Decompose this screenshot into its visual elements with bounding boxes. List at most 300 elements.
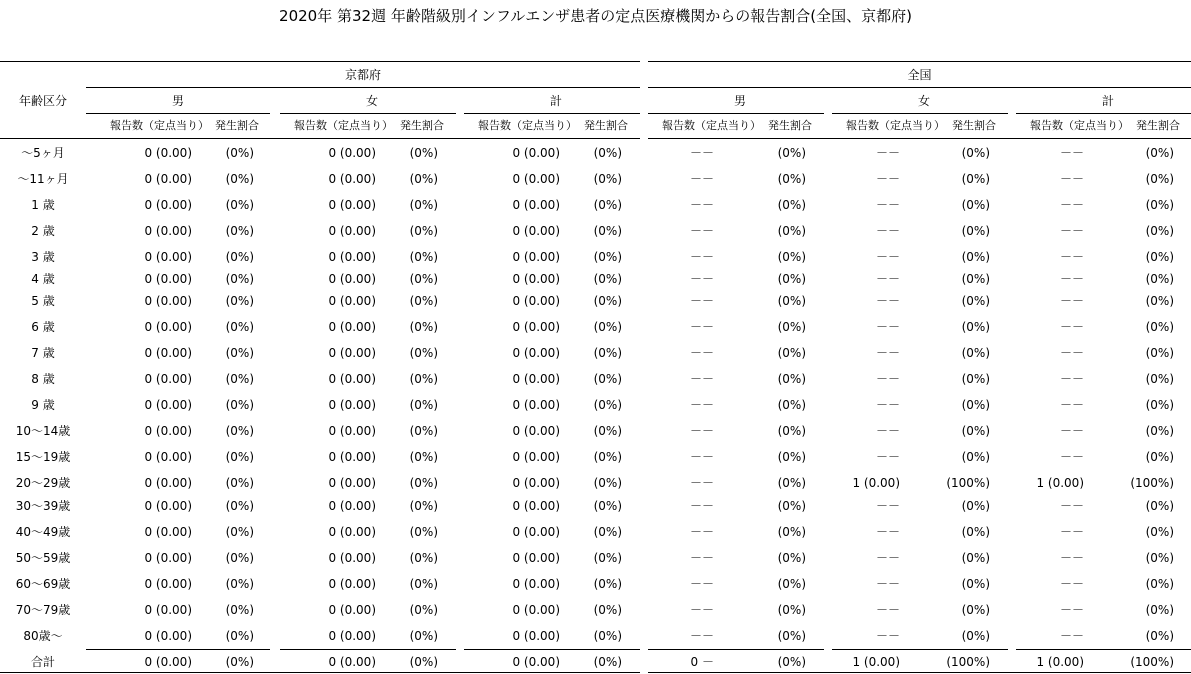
report-count: 0 (0.00) — [328, 172, 376, 186]
incidence-ratio: (0%) — [593, 372, 622, 386]
report-count: －－ — [689, 198, 714, 212]
sub-header-count: 報告数（定点当り） — [1030, 119, 1129, 132]
report-count: －－ — [689, 172, 714, 186]
report-count: 0 (0.00) — [328, 372, 376, 386]
report-count: －－ — [689, 294, 714, 308]
incidence-ratio: (0%) — [409, 629, 438, 643]
header-bottom-rule-right — [648, 138, 1191, 139]
incidence-ratio: (0%) — [777, 250, 806, 264]
incidence-ratio: (0%) — [225, 450, 254, 464]
group-header: 女 — [365, 94, 378, 108]
report-count: －－ — [1059, 146, 1084, 160]
incidence-ratio: (0%) — [409, 655, 438, 669]
incidence-ratio: (0%) — [961, 629, 990, 643]
incidence-ratio: (0%) — [225, 346, 254, 360]
incidence-ratio: (0%) — [409, 346, 438, 360]
report-count: 0 (0.00) — [328, 525, 376, 539]
report-count: －－ — [689, 424, 714, 438]
report-count: 0 － — [690, 655, 714, 669]
report-count: －－ — [1059, 372, 1084, 386]
report-count: －－ — [875, 146, 900, 160]
report-count: －－ — [1059, 424, 1084, 438]
incidence-ratio: (0%) — [777, 146, 806, 160]
age-label: 80歳〜 — [23, 629, 63, 643]
report-count: －－ — [1059, 450, 1084, 464]
group-header: 男 — [733, 94, 746, 108]
incidence-ratio: (0%) — [1145, 450, 1174, 464]
age-header: 年齢区分 — [18, 94, 67, 108]
group-rule-0 — [86, 113, 270, 114]
incidence-ratio: (0%) — [1145, 172, 1174, 186]
report-count: 0 (0.00) — [512, 224, 560, 238]
report-count: 0 (0.00) — [144, 272, 192, 286]
incidence-ratio: (0%) — [593, 655, 622, 669]
incidence-ratio: (0%) — [593, 476, 622, 490]
report-count: 0 (0.00) — [512, 551, 560, 565]
incidence-ratio: (0%) — [225, 577, 254, 591]
sub-header-ratio: 発生割合 — [768, 119, 812, 132]
report-count: －－ — [875, 346, 900, 360]
report-count: 0 (0.00) — [328, 146, 376, 160]
report-count: －－ — [875, 450, 900, 464]
group-rule-2 — [464, 113, 640, 114]
incidence-ratio: (0%) — [225, 224, 254, 238]
incidence-ratio: (0%) — [1145, 525, 1174, 539]
report-count: －－ — [689, 525, 714, 539]
incidence-ratio: (0%) — [225, 603, 254, 617]
incidence-ratio: (0%) — [777, 476, 806, 490]
report-count: 0 (0.00) — [328, 655, 376, 669]
report-count: 0 (0.00) — [144, 655, 192, 669]
report-count: 0 (0.00) — [328, 424, 376, 438]
report-count: 0 (0.00) — [144, 346, 192, 360]
report-count: －－ — [875, 551, 900, 565]
age-label: 4 歳 — [31, 272, 55, 286]
header-bottom-rule-left — [0, 138, 640, 139]
incidence-ratio: (0%) — [225, 198, 254, 212]
age-label: 50〜59歳 — [15, 551, 71, 565]
table-top-rule-right — [648, 61, 1191, 62]
incidence-ratio: (0%) — [225, 372, 254, 386]
incidence-ratio: (0%) — [593, 172, 622, 186]
report-count: －－ — [875, 398, 900, 412]
report-count: 0 (0.00) — [328, 603, 376, 617]
group-header: 計 — [549, 94, 562, 108]
report-count: －－ — [689, 346, 714, 360]
report-count: 0 (0.00) — [144, 146, 192, 160]
report-count: －－ — [1059, 499, 1084, 513]
incidence-ratio: (100%) — [946, 476, 990, 490]
incidence-ratio: (0%) — [1145, 294, 1174, 308]
report-count: 0 (0.00) — [328, 294, 376, 308]
report-count: 0 (0.00) — [328, 250, 376, 264]
incidence-ratio: (0%) — [593, 146, 622, 160]
incidence-ratio: (0%) — [961, 198, 990, 212]
report-count: －－ — [1059, 320, 1084, 334]
incidence-ratio: (0%) — [593, 224, 622, 238]
age-label: 1 歳 — [31, 198, 55, 212]
report-count: 0 (0.00) — [328, 577, 376, 591]
incidence-ratio: (0%) — [593, 294, 622, 308]
incidence-ratio: (0%) — [961, 224, 990, 238]
age-label: 20〜29歳 — [15, 476, 71, 490]
incidence-ratio: (0%) — [409, 224, 438, 238]
sub-header-ratio: 発生割合 — [215, 119, 259, 132]
incidence-ratio: (0%) — [961, 551, 990, 565]
incidence-ratio: (0%) — [593, 272, 622, 286]
report-count: －－ — [689, 250, 714, 264]
age-label: 2 歳 — [31, 224, 55, 238]
age-label: 合計 — [30, 655, 55, 669]
incidence-ratio: (0%) — [1145, 198, 1174, 212]
incidence-ratio: (0%) — [1145, 551, 1174, 565]
page-title: 2020年 第32週 年齢階級別インフルエンザ患者の定点医療機関からの報告割合(全国、京都府) — [279, 7, 912, 25]
incidence-ratio: (0%) — [1145, 499, 1174, 513]
report-count: 0 (0.00) — [144, 525, 192, 539]
group-header: 計 — [1101, 94, 1114, 108]
report-count: 0 (0.00) — [328, 198, 376, 212]
report-count: 0 (0.00) — [144, 372, 192, 386]
sub-header-ratio: 発生割合 — [1136, 119, 1180, 132]
report-count: －－ — [875, 198, 900, 212]
incidence-ratio: (0%) — [409, 372, 438, 386]
report-count: 0 (0.00) — [328, 272, 376, 286]
report-count: 0 (0.00) — [144, 320, 192, 334]
incidence-ratio: (0%) — [593, 250, 622, 264]
report-count: －－ — [875, 272, 900, 286]
incidence-ratio: (0%) — [225, 250, 254, 264]
group-rule-3 — [648, 113, 824, 114]
report-count: －－ — [1059, 603, 1084, 617]
incidence-ratio: (0%) — [777, 525, 806, 539]
incidence-ratio: (0%) — [961, 320, 990, 334]
report-count: 0 (0.00) — [512, 272, 560, 286]
incidence-ratio: (0%) — [961, 424, 990, 438]
group-rule-4 — [832, 113, 1008, 114]
report-count: 0 (0.00) — [512, 577, 560, 591]
age-label: 40〜49歳 — [15, 525, 71, 539]
incidence-ratio: (0%) — [225, 398, 254, 412]
report-count: －－ — [1059, 577, 1084, 591]
incidence-ratio: (0%) — [1145, 224, 1174, 238]
incidence-ratio: (0%) — [593, 551, 622, 565]
incidence-ratio: (0%) — [961, 372, 990, 386]
report-count: 0 (0.00) — [512, 450, 560, 464]
incidence-ratio: (0%) — [777, 424, 806, 438]
incidence-ratio: (0%) — [777, 551, 806, 565]
report-count: 0 (0.00) — [512, 294, 560, 308]
report-count: 0 (0.00) — [512, 346, 560, 360]
incidence-ratio: (0%) — [225, 272, 254, 286]
sub-header-count: 報告数（定点当り） — [110, 119, 209, 132]
incidence-ratio: (100%) — [946, 655, 990, 669]
table-bottom-rule-right — [648, 672, 1191, 673]
report-count: 0 (0.00) — [512, 603, 560, 617]
report-count: －－ — [1059, 250, 1084, 264]
report-count: －－ — [1059, 272, 1084, 286]
age-label: 15〜19歳 — [15, 450, 71, 464]
incidence-ratio: (0%) — [225, 551, 254, 565]
incidence-ratio: (0%) — [777, 577, 806, 591]
age-label: 9 歳 — [31, 398, 55, 412]
report-count: 0 (0.00) — [328, 320, 376, 334]
report-count: 0 (0.00) — [144, 499, 192, 513]
report-count: 0 (0.00) — [144, 577, 192, 591]
incidence-ratio: (0%) — [593, 603, 622, 617]
report-count: －－ — [1059, 198, 1084, 212]
group-rule-5 — [1016, 113, 1191, 114]
report-count: －－ — [875, 577, 900, 591]
report-count: 0 (0.00) — [512, 476, 560, 490]
incidence-ratio: (0%) — [777, 499, 806, 513]
report-count: 0 (0.00) — [512, 499, 560, 513]
report-count: 0 (0.00) — [144, 172, 192, 186]
incidence-ratio: (0%) — [593, 450, 622, 464]
report-count: 0 (0.00) — [144, 476, 192, 490]
report-count: －－ — [1059, 525, 1084, 539]
incidence-ratio: (0%) — [1145, 250, 1174, 264]
age-label: 7 歳 — [31, 346, 55, 360]
report-count: 0 (0.00) — [512, 655, 560, 669]
report-count: －－ — [689, 398, 714, 412]
incidence-ratio: (0%) — [225, 320, 254, 334]
report-count: －－ — [1059, 346, 1084, 360]
report-count: －－ — [1059, 224, 1084, 238]
incidence-ratio: (0%) — [225, 525, 254, 539]
region-rule-right — [648, 87, 1191, 88]
incidence-ratio: (0%) — [777, 450, 806, 464]
report-count: 0 (0.00) — [512, 372, 560, 386]
incidence-ratio: (0%) — [777, 294, 806, 308]
report-count: －－ — [1059, 172, 1084, 186]
incidence-ratio: (0%) — [225, 294, 254, 308]
report-count: －－ — [689, 450, 714, 464]
incidence-ratio: (0%) — [409, 551, 438, 565]
report-count: －－ — [875, 525, 900, 539]
incidence-ratio: (0%) — [593, 577, 622, 591]
incidence-ratio: (0%) — [225, 146, 254, 160]
age-label: 3 歳 — [31, 250, 55, 264]
report-count: －－ — [689, 603, 714, 617]
report-count: －－ — [875, 224, 900, 238]
region-header: 全国 — [907, 68, 932, 82]
incidence-ratio: (0%) — [409, 398, 438, 412]
age-label: 〜5ヶ月 — [21, 146, 65, 160]
incidence-ratio: (0%) — [409, 450, 438, 464]
incidence-ratio: (0%) — [961, 603, 990, 617]
incidence-ratio: (0%) — [777, 372, 806, 386]
incidence-ratio: (0%) — [777, 172, 806, 186]
report-count: －－ — [875, 629, 900, 643]
incidence-ratio: (0%) — [1145, 346, 1174, 360]
report-count: 0 (0.00) — [512, 398, 560, 412]
report-count: －－ — [875, 294, 900, 308]
incidence-ratio: (0%) — [961, 294, 990, 308]
incidence-ratio: (0%) — [409, 146, 438, 160]
report-count: －－ — [1059, 294, 1084, 308]
incidence-ratio: (0%) — [777, 629, 806, 643]
incidence-ratio: (0%) — [593, 320, 622, 334]
report-count: －－ — [689, 372, 714, 386]
sub-header-count: 報告数（定点当り） — [294, 119, 393, 132]
report-count: －－ — [1059, 398, 1084, 412]
incidence-ratio: (0%) — [409, 424, 438, 438]
report-count: －－ — [875, 250, 900, 264]
report-count: 0 (0.00) — [144, 294, 192, 308]
group-header: 女 — [917, 94, 930, 108]
incidence-ratio: (0%) — [409, 320, 438, 334]
incidence-ratio: (0%) — [1145, 320, 1174, 334]
report-count: 1 (0.00) — [852, 655, 900, 669]
incidence-ratio: (0%) — [593, 629, 622, 643]
incidence-ratio: (0%) — [1145, 603, 1174, 617]
incidence-ratio: (0%) — [961, 398, 990, 412]
age-label: 5 歳 — [31, 294, 55, 308]
incidence-ratio: (0%) — [961, 250, 990, 264]
incidence-ratio: (0%) — [777, 346, 806, 360]
sub-header-ratio: 発生割合 — [952, 119, 996, 132]
incidence-ratio: (0%) — [593, 346, 622, 360]
incidence-ratio: (0%) — [409, 577, 438, 591]
total-rule-0 — [86, 649, 270, 650]
report-count: 0 (0.00) — [144, 424, 192, 438]
total-rule-3 — [648, 649, 824, 650]
report-count: 0 (0.00) — [144, 250, 192, 264]
report-count: －－ — [689, 577, 714, 591]
total-rule-4 — [832, 649, 1008, 650]
incidence-ratio: (0%) — [225, 655, 254, 669]
report-count: －－ — [1059, 551, 1084, 565]
incidence-ratio: (0%) — [593, 525, 622, 539]
age-label: 6 歳 — [31, 320, 55, 334]
age-label: 〜11ヶ月 — [17, 172, 69, 186]
incidence-ratio: (0%) — [1145, 146, 1174, 160]
report-count: 0 (0.00) — [144, 450, 192, 464]
report-count: 0 (0.00) — [512, 629, 560, 643]
report-count: －－ — [875, 372, 900, 386]
report-count: 0 (0.00) — [512, 320, 560, 334]
incidence-ratio: (0%) — [777, 320, 806, 334]
region-rule-left — [86, 87, 640, 88]
report-count: 0 (0.00) — [328, 224, 376, 238]
report-count: 0 (0.00) — [328, 476, 376, 490]
incidence-ratio: (0%) — [409, 603, 438, 617]
table-top-rule-left — [0, 61, 640, 62]
report-count: －－ — [689, 476, 714, 490]
report-count: 0 (0.00) — [512, 424, 560, 438]
report-count: 0 (0.00) — [512, 172, 560, 186]
incidence-ratio: (0%) — [961, 346, 990, 360]
group-rule-1 — [280, 113, 456, 114]
report-count: －－ — [875, 603, 900, 617]
report-count: 0 (0.00) — [328, 450, 376, 464]
report-count: －－ — [689, 224, 714, 238]
incidence-ratio: (0%) — [961, 450, 990, 464]
region-header: 京都府 — [344, 68, 381, 82]
incidence-ratio: (0%) — [777, 272, 806, 286]
incidence-ratio: (0%) — [1145, 629, 1174, 643]
incidence-ratio: (0%) — [961, 499, 990, 513]
sub-header-ratio: 発生割合 — [400, 119, 444, 132]
sub-header-ratio: 発生割合 — [584, 119, 628, 132]
age-label: 8 歳 — [31, 372, 55, 386]
report-count: 0 (0.00) — [328, 629, 376, 643]
sub-header-count: 報告数（定点当り） — [846, 119, 945, 132]
report-count: 0 (0.00) — [328, 551, 376, 565]
group-header: 男 — [171, 94, 184, 108]
incidence-ratio: (0%) — [593, 398, 622, 412]
report-count: －－ — [875, 320, 900, 334]
incidence-ratio: (0%) — [1145, 398, 1174, 412]
report-count: 0 (0.00) — [328, 346, 376, 360]
report-count: 0 (0.00) — [144, 398, 192, 412]
report-count: －－ — [689, 629, 714, 643]
incidence-ratio: (0%) — [777, 603, 806, 617]
report-count: －－ — [689, 320, 714, 334]
incidence-ratio: (0%) — [225, 499, 254, 513]
incidence-ratio: (0%) — [777, 198, 806, 212]
incidence-ratio: (0%) — [1145, 372, 1174, 386]
incidence-ratio: (0%) — [593, 198, 622, 212]
incidence-ratio: (0%) — [409, 294, 438, 308]
report-count: －－ — [875, 424, 900, 438]
report-count: －－ — [689, 272, 714, 286]
incidence-ratio: (0%) — [593, 424, 622, 438]
incidence-ratio: (0%) — [409, 198, 438, 212]
sub-header-count: 報告数（定点当り） — [478, 119, 577, 132]
incidence-ratio: (100%) — [1130, 476, 1174, 490]
total-rule-1 — [280, 649, 456, 650]
incidence-ratio: (0%) — [961, 146, 990, 160]
age-label: 70〜79歳 — [15, 603, 71, 617]
age-label: 30〜39歳 — [15, 499, 71, 513]
incidence-ratio: (0%) — [225, 629, 254, 643]
incidence-ratio: (0%) — [1145, 577, 1174, 591]
report-count: 0 (0.00) — [328, 398, 376, 412]
incidence-ratio: (0%) — [1145, 272, 1174, 286]
report-count: －－ — [875, 172, 900, 186]
total-rule-2 — [464, 649, 640, 650]
report-count: 1 (0.00) — [852, 476, 900, 490]
incidence-ratio: (0%) — [409, 250, 438, 264]
incidence-ratio: (0%) — [409, 476, 438, 490]
incidence-ratio: (100%) — [1130, 655, 1174, 669]
report-count: 0 (0.00) — [144, 551, 192, 565]
report-count: 0 (0.00) — [144, 629, 192, 643]
incidence-ratio: (0%) — [777, 655, 806, 669]
incidence-ratio: (0%) — [409, 499, 438, 513]
incidence-ratio: (0%) — [225, 424, 254, 438]
total-rule-5 — [1016, 649, 1191, 650]
incidence-ratio: (0%) — [1145, 424, 1174, 438]
report-count: 1 (0.00) — [1036, 476, 1084, 490]
incidence-ratio: (0%) — [409, 172, 438, 186]
report-count: －－ — [689, 499, 714, 513]
report-count: －－ — [689, 551, 714, 565]
report-count: 0 (0.00) — [144, 224, 192, 238]
report-count: 0 (0.00) — [512, 198, 560, 212]
report-count: 0 (0.00) — [512, 146, 560, 160]
incidence-ratio: (0%) — [961, 577, 990, 591]
incidence-ratio: (0%) — [225, 172, 254, 186]
sub-header-count: 報告数（定点当り） — [662, 119, 761, 132]
incidence-ratio: (0%) — [225, 476, 254, 490]
incidence-ratio: (0%) — [593, 499, 622, 513]
incidence-ratio: (0%) — [409, 525, 438, 539]
report-count: －－ — [1059, 629, 1084, 643]
table-bottom-rule-left — [0, 672, 640, 673]
incidence-ratio: (0%) — [961, 172, 990, 186]
